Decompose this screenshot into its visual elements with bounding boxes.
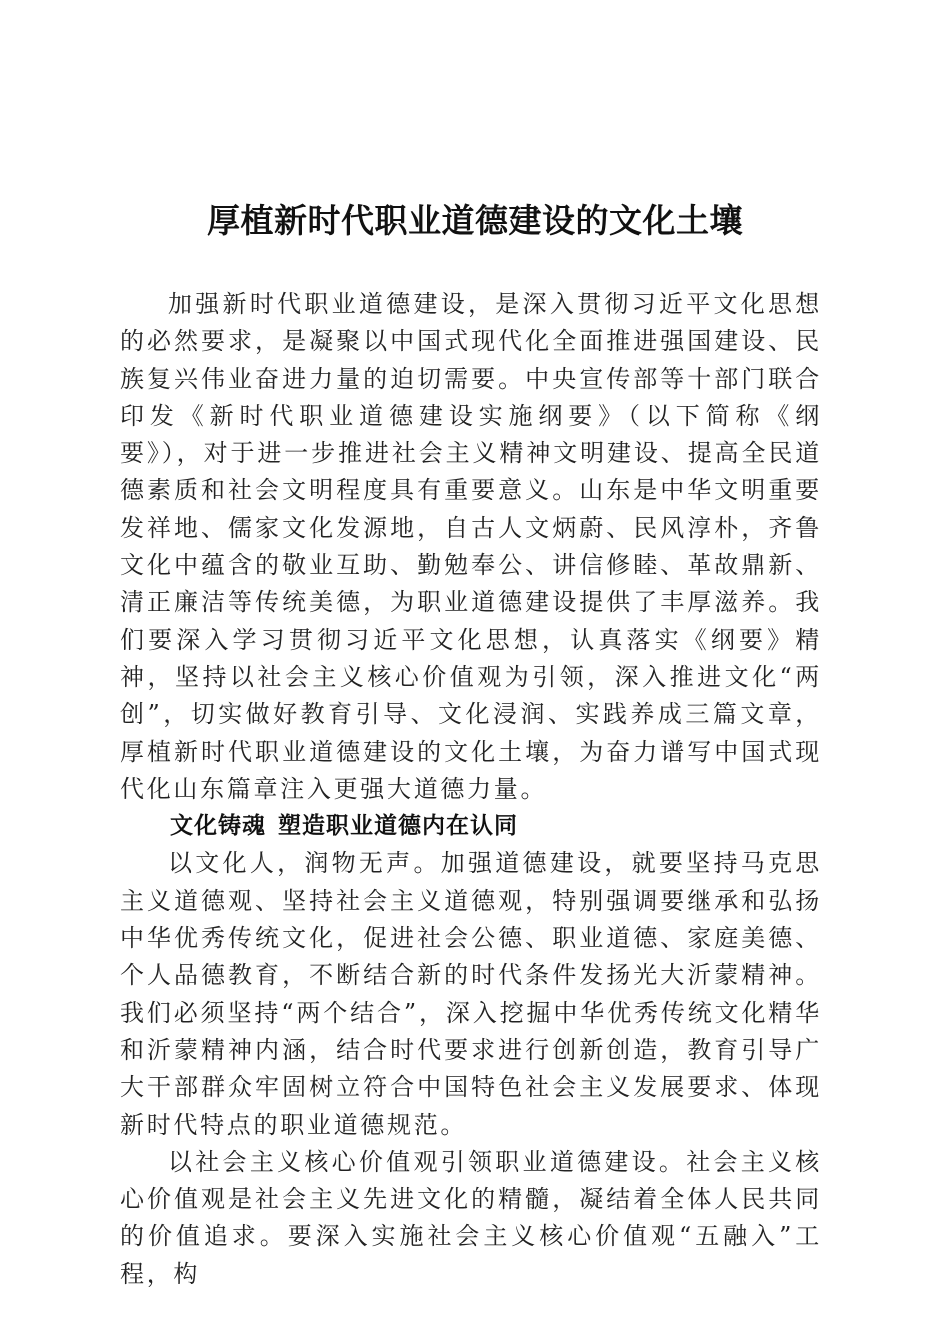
section-paragraph: 以文化人，润物无声。加强道德建设，就要坚持马克思主义道德观、坚持社会主义道德观，特别强调要继承和弘扬中华优秀传统文化，促进社会公德、职业道德、家庭美德、个人品德教育，不断结合新的时代条件发扬光大沂蒙精神。我们必须坚持“两个结合”，深入挖掘中华优秀传统文化精华和沂蒙精神内涵，结合时代要求进行创新创造，教育引导广大干部群众牢固树立符合中国特色社会主义发展要求、体现新时代特点的职业道德规范。 bbox=[120, 849, 822, 1139]
document-title: 厚植新时代职业道德建设的文化土壤 bbox=[207, 201, 743, 240]
section-heading bbox=[120, 808, 822, 845]
document-body bbox=[120, 286, 822, 1293]
intro-paragraph: 加强新时代职业道德建设，是深入贯彻习近平文化思想的必然要求，是凝聚以中国式现代化全面推进强国建设、民族复兴伟业奋进力量的迫切需要。中央宣传部等十部门联合印发《新时代职业道德建设实施纲要》（以下简称《纲要》），对于进一步推进社会主义精神文明建设、提高全民道德素质和社会文明程度具有重要意义。山东是中华文明重要发祥地、儒家文化发源地，自古人文炳蔚、民风淳朴，齐鲁文化中蕴含的敬业互助、勤勉奉公、讲信修睦、革故鼎新、清正廉洁等传统美德，为职业道德建设提供了丰厚滋养。我们要深入学习贯彻习近平文化思想，认真落实《纲要》精神，坚持以社会主义核心价值观为引领，深入推进文化“两创”，切实做好教育引导、文化浸润、实践养成三篇文章，厚植新时代职业道德建设的文化土壤，为奋力谱写中国式现代化山东篇章注入更强大道德力量。 bbox=[120, 290, 822, 803]
section-heading-part2: 塑造职业道德内在认同 bbox=[278, 813, 518, 840]
section-paragraph: 以社会主义核心价值观引领职业道德建设。社会主义核心价值观是社会主义先进文化的精髓，凝结着全体人民共同的价值追求。要深入实施社会主义核心价值观“五融入”工程，构 bbox=[120, 1147, 822, 1288]
section-heading-part1: 文化铸魂 bbox=[170, 813, 266, 840]
